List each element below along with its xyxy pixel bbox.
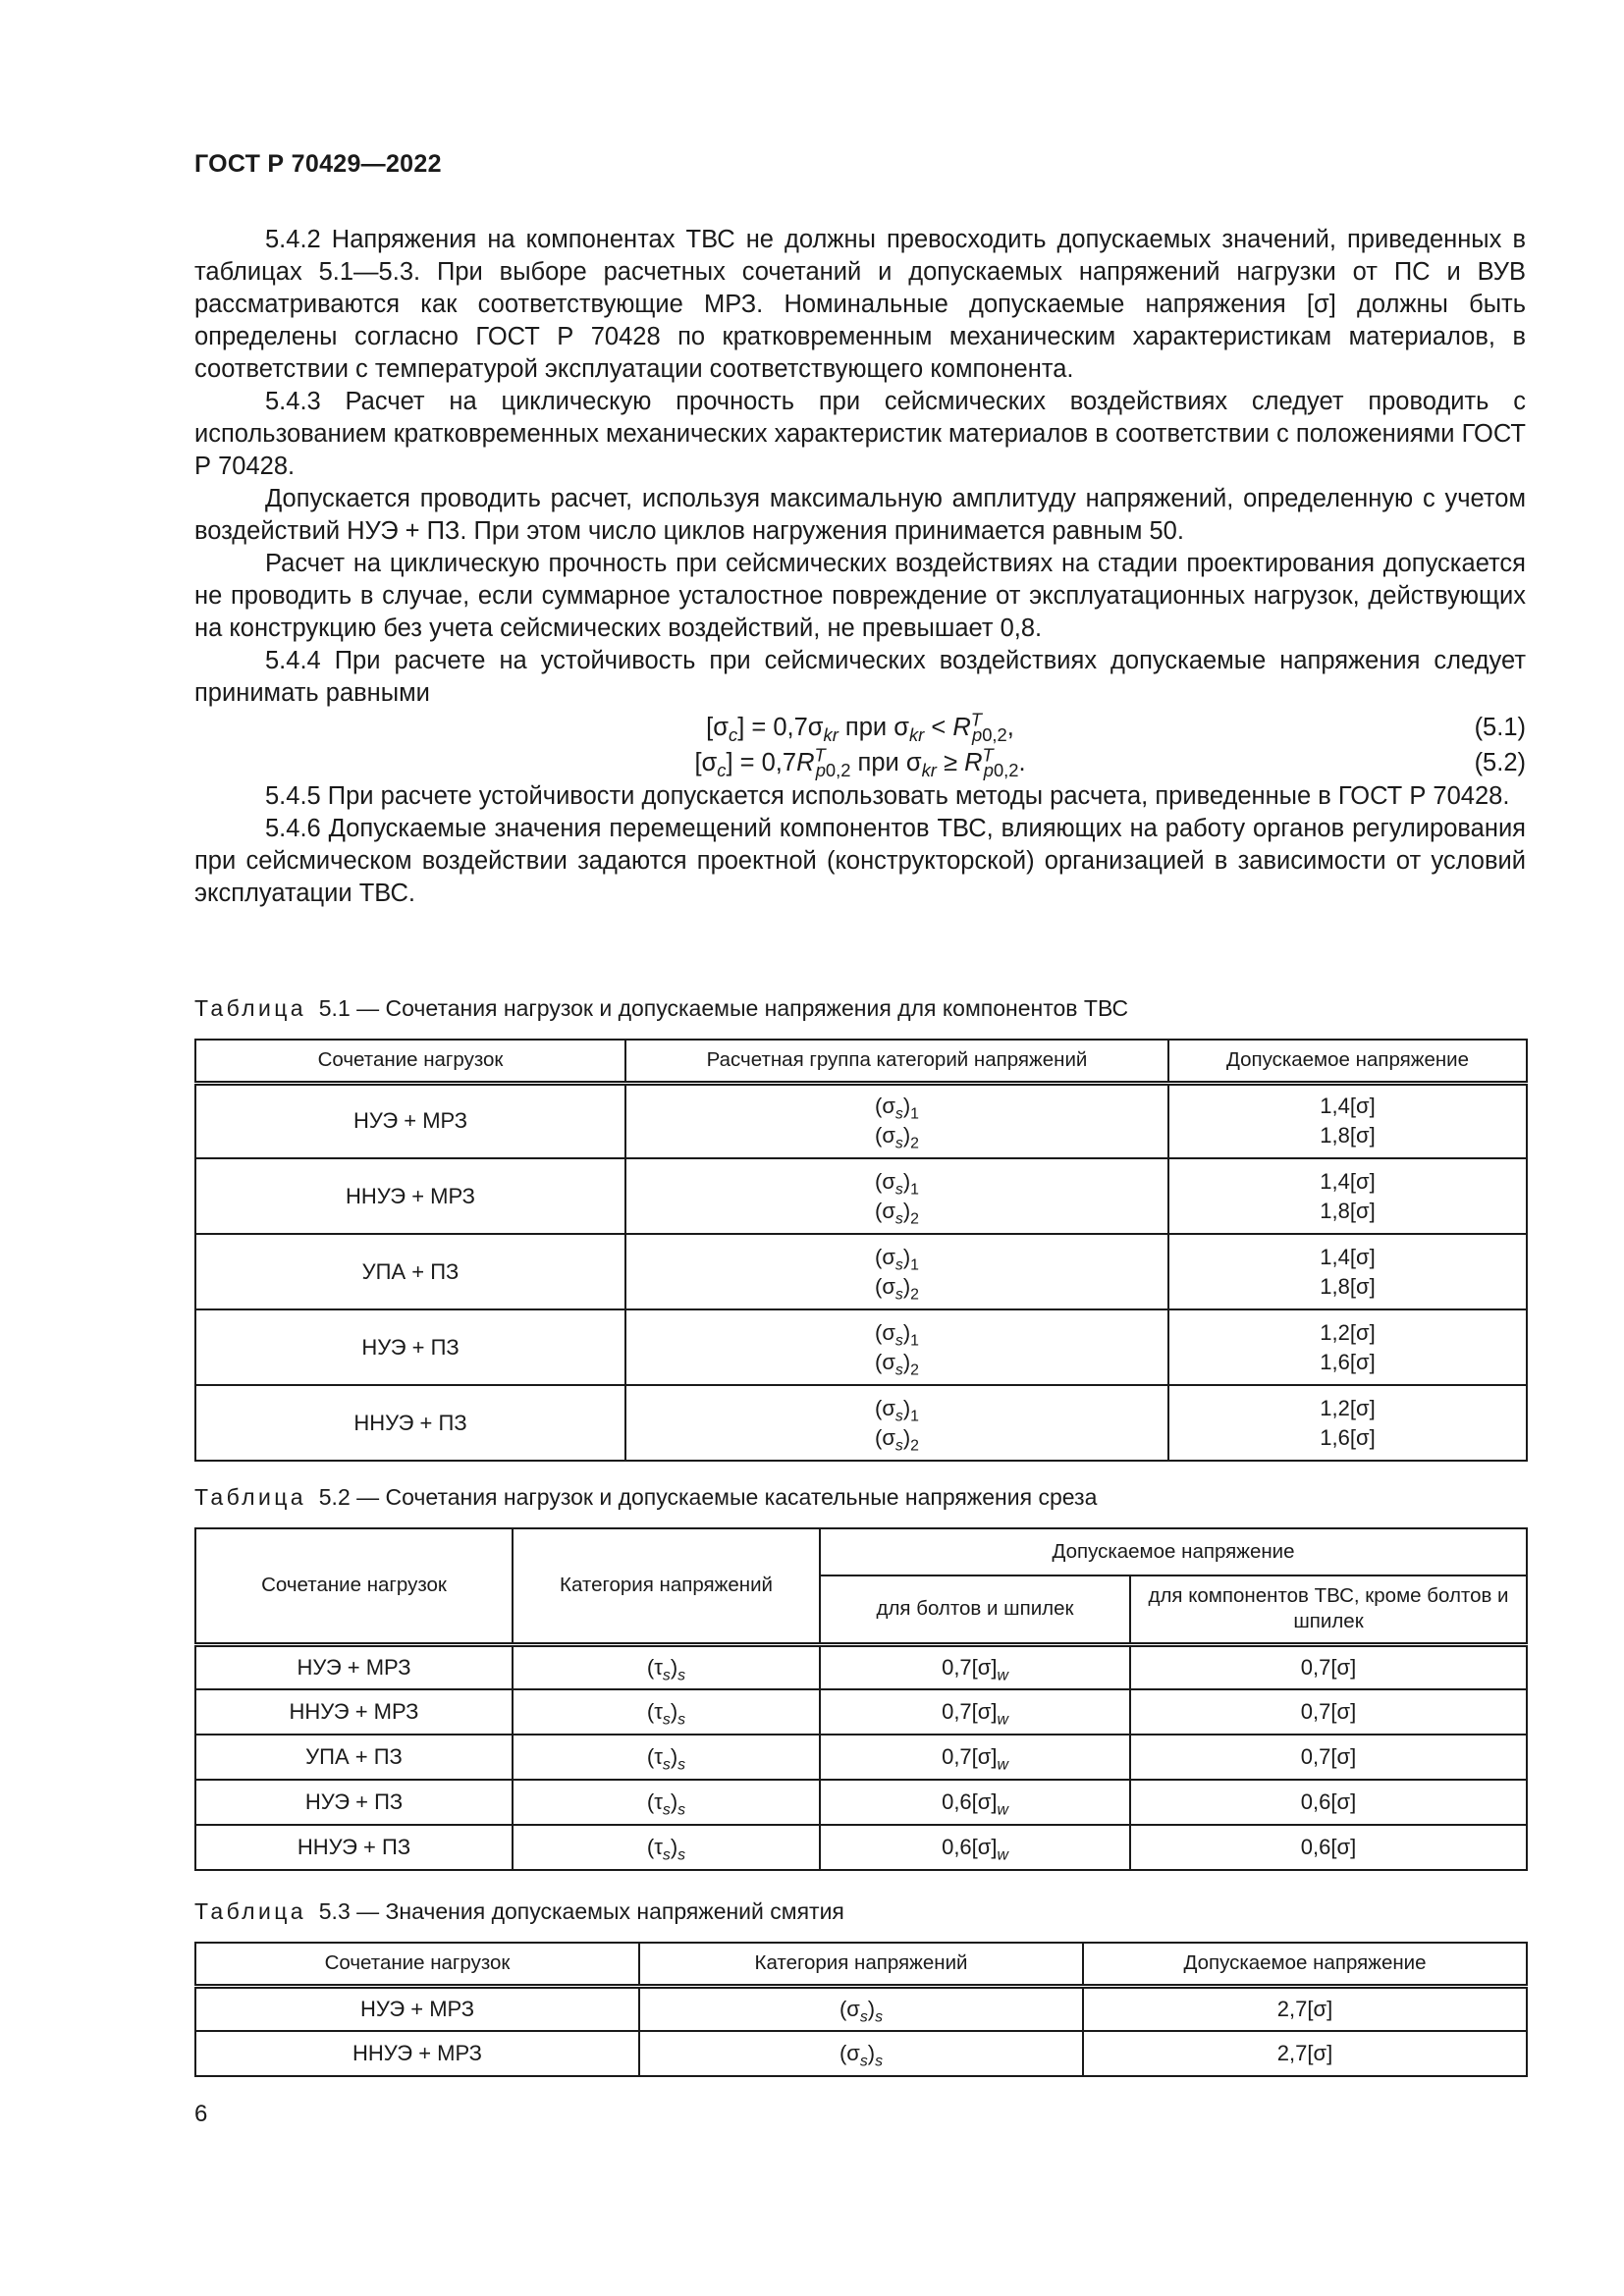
- table-header-cell: Допускаемое напряжение: [820, 1528, 1527, 1575]
- formula-5-1: [194, 710, 1526, 745]
- document-body: [194, 224, 1526, 910]
- table-caption-text: — Сочетания нагрузок и допускаемые напряжения для компонентов ТВС: [356, 995, 1129, 1021]
- table-cell: 2,7[σ]: [1083, 1986, 1527, 2031]
- paragraph-5-4-3-exception: Расчет на циклическую прочность при сейсмических воздействиях на стадии проектирования допускается не проводить в случае, если суммарное усталостное повреждение от эксплуатационных нагрузок, действующих на конструкцию без учета сейсмических воздействий, не превышает 0,8.: [194, 550, 1526, 642]
- table-cell: НУЭ + МРЗ: [195, 1083, 625, 1158]
- page-number: 6: [194, 2101, 208, 2127]
- table-header-cell: Сочетание нагрузок: [195, 1040, 625, 1083]
- formula-5-2: [194, 745, 1526, 780]
- table-cell: $(\tau_s)_s$: [513, 1780, 820, 1825]
- table-row: [195, 1309, 1527, 1385]
- table-row: [195, 1083, 1527, 1158]
- table-row: [195, 2031, 1527, 2076]
- table-cell: $0,7[\sigma]_w$: [820, 1644, 1130, 1689]
- table-5-1: [194, 1039, 1528, 1462]
- table-cell: ННУЭ + МРЗ: [195, 2031, 639, 2076]
- paragraph-5-4-3: 5.4.3 Расчет на циклическую прочность при сейсмических воздействиях следует проводить с использованием кратковременных механических характеристик материалов в соответствии с положениями ГОСТ Р 70428.: [194, 388, 1526, 480]
- table-cell: $(\sigma_s)_1$ $(\sigma_s)_2$: [625, 1234, 1168, 1309]
- table-caption-text: — Сочетания нагрузок и допускаемые касательные напряжения среза: [356, 1484, 1098, 1510]
- paragraph-5-4-5: 5.4.5 При расчете устойчивости допускается использовать методы расчета, приведенные в ГОСТ Р 70428.: [265, 782, 1510, 810]
- table-cell: НУЭ + МРЗ: [195, 1644, 513, 1689]
- table-row: [195, 1825, 1527, 1870]
- formula-5-2-number: (5.2): [1474, 749, 1526, 776]
- table-row: [195, 1780, 1527, 1825]
- formula-5-1-number: (5.1): [1474, 714, 1526, 741]
- table-cell: $(\sigma_s)_s$: [639, 1986, 1083, 2031]
- table-header-cell: Сочетание нагрузок: [195, 1528, 513, 1644]
- table-number: 5.2: [318, 1484, 351, 1510]
- table-header-cell: для компонентов ТВС, кроме болтов и шпилек: [1130, 1575, 1527, 1644]
- table-cell: УПА + ПЗ: [195, 1234, 625, 1309]
- table-5-2-caption: [194, 1484, 1097, 1511]
- table-cell: $(\sigma_s)_1$ $(\sigma_s)_2$: [625, 1309, 1168, 1385]
- table-cell: $0,7[\sigma]_w$: [820, 1689, 1130, 1735]
- table-row: [195, 1735, 1527, 1780]
- table-cell: 2,7[σ]: [1083, 2031, 1527, 2076]
- table-cell: 1,4[σ] 1,8[σ]: [1168, 1083, 1527, 1158]
- table-cell: ННУЭ + ПЗ: [195, 1385, 625, 1461]
- table-cell: 1,2[σ] 1,6[σ]: [1168, 1385, 1527, 1461]
- table-row: [195, 1986, 1527, 2031]
- formula-5-2-expression: $[\sigma_c] = 0,7R^T_{p0,2}$ при $\sigma_{kr} \ge R^T_{p0,2}$.: [694, 744, 1026, 781]
- table-cell: ННУЭ + ПЗ: [195, 1825, 513, 1870]
- table-header-cell: для болтов и шпилек: [820, 1575, 1130, 1644]
- table-cell: НУЭ + ПЗ: [195, 1780, 513, 1825]
- table-5-3: [194, 1942, 1528, 2077]
- table-row: [195, 1234, 1527, 1309]
- table-cell: УПА + ПЗ: [195, 1735, 513, 1780]
- table-cell: $0,7[\sigma]_w$: [820, 1735, 1130, 1780]
- table-header-cell: Категория напряжений: [639, 1943, 1083, 1986]
- table-cell: $(\tau_s)_s$: [513, 1735, 820, 1780]
- table-row: [195, 1644, 1527, 1689]
- table-row: [195, 1385, 1527, 1461]
- table-word: Таблица: [194, 1484, 306, 1510]
- paragraph-5-4-6: 5.4.6 Допускаемые значения перемещений компонентов ТВС, влияющих на работу органов регулирования при сейсмическом воздействии задаются проектной (конструкторской) организацией в зависимости от условий эксплуатации ТВС.: [194, 815, 1526, 907]
- table-cell: 0,7[σ]: [1130, 1735, 1527, 1780]
- table-5-1-caption: [194, 995, 1128, 1022]
- table-cell: $(\tau_s)_s$: [513, 1644, 820, 1689]
- paragraph-5-4-3-allowance: Допускается проводить расчет, используя максимальную амплитуду напряжений, определенную с учетом воздействий НУЭ + ПЗ. При этом число циклов нагружения принимается равным 50.: [194, 485, 1526, 545]
- formula-5-1-expression: $[\sigma_c] = 0,7\sigma_{kr}$ при $\sigma_{kr} < R^T_{p0,2}$,: [706, 709, 1014, 746]
- table-cell: $(\sigma_s)_1$ $(\sigma_s)_2$: [625, 1385, 1168, 1461]
- table-header-cell: Сочетание нагрузок: [195, 1943, 639, 1986]
- table-cell: 0,6[σ]: [1130, 1780, 1527, 1825]
- paragraph-5-4-2: 5.4.2 Напряжения на компонентах ТВС не должны превосходить допускаемых значений, приведенных в таблицах 5.1—5.3. При выборе расчетных сочетаний и допускаемых напряжений нагрузки от ПС и ВУВ рассматриваются как соответствующие МРЗ. Номинальные допускаемые напряжения [σ] должны быть определены согласно ГОСТ Р 70428 по кратковременным механическим характеристикам материалов, в соответствии с температурой эксплуатации соответствующего компонента.: [194, 226, 1526, 383]
- table-5-2: [194, 1527, 1528, 1871]
- table-number: 5.3: [318, 1898, 351, 1924]
- table-cell: $(\tau_s)_s$: [513, 1689, 820, 1735]
- table-cell: ННУЭ + МРЗ: [195, 1158, 625, 1234]
- table-cell: $(\sigma_s)_s$: [639, 2031, 1083, 2076]
- table-cell: НУЭ + ПЗ: [195, 1309, 625, 1385]
- paragraph-5-4-4: 5.4.4 При расчете на устойчивость при сейсмических воздействиях допускаемые напряжения следует принимать равными: [194, 647, 1526, 707]
- table-5-3-caption: [194, 1898, 844, 1925]
- table-header-cell: Расчетная группа категорий напряжений: [625, 1040, 1168, 1083]
- table-header-cell: Допускаемое напряжение: [1168, 1040, 1527, 1083]
- table-cell: $0,6[\sigma]_w$: [820, 1825, 1130, 1870]
- table-cell: ННУЭ + МРЗ: [195, 1689, 513, 1735]
- table-cell: $(\sigma_s)_1$ $(\sigma_s)_2$: [625, 1083, 1168, 1158]
- table-cell: НУЭ + МРЗ: [195, 1986, 639, 2031]
- table-word: Таблица: [194, 995, 306, 1021]
- table-cell: 0,7[σ]: [1130, 1644, 1527, 1689]
- table-row: [195, 1158, 1527, 1234]
- table-header-cell: Категория напряжений: [513, 1528, 820, 1644]
- table-number: 5.1: [318, 995, 351, 1021]
- table-cell: $(\sigma_s)_1$ $(\sigma_s)_2$: [625, 1158, 1168, 1234]
- table-cell: 1,2[σ] 1,6[σ]: [1168, 1309, 1527, 1385]
- table-row: [195, 1689, 1527, 1735]
- table-cell: 1,4[σ] 1,8[σ]: [1168, 1234, 1527, 1309]
- table-cell: $0,6[\sigma]_w$: [820, 1780, 1130, 1825]
- table-cell: 0,7[σ]: [1130, 1689, 1527, 1735]
- table-cell: $(\tau_s)_s$: [513, 1825, 820, 1870]
- table-word: Таблица: [194, 1898, 306, 1924]
- table-header-cell: Допускаемое напряжение: [1083, 1943, 1527, 1986]
- document-header: ГОСТ Р 70429—2022: [194, 150, 442, 178]
- table-cell: 1,4[σ] 1,8[σ]: [1168, 1158, 1527, 1234]
- table-cell: 0,6[σ]: [1130, 1825, 1527, 1870]
- table-caption-text: — Значения допускаемых напряжений смятия: [356, 1898, 844, 1924]
